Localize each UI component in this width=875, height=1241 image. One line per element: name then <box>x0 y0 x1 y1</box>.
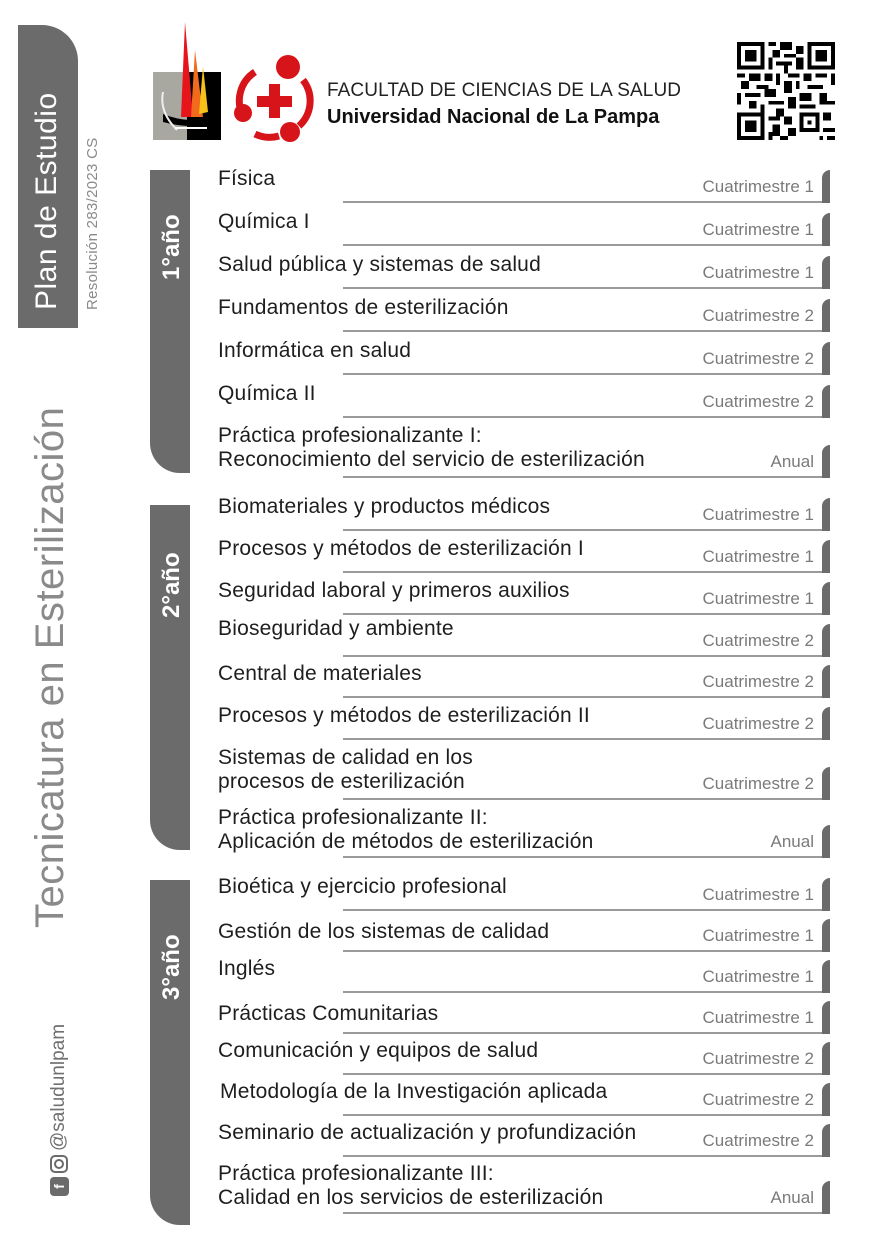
subject-term: Cuatrimestre 1 <box>702 1008 814 1027</box>
row-tab <box>822 707 830 740</box>
subject-name: Prácticas Comunitarias <box>218 1002 439 1025</box>
qr-code-icon[interactable] <box>737 42 835 140</box>
subject-row <box>218 999 830 1034</box>
subject-term: Cuatrimestre 1 <box>702 967 814 986</box>
subject-row <box>218 297 830 332</box>
row-divider <box>343 613 830 615</box>
resolution-label: Resolución 283/2023 CS <box>84 137 101 310</box>
row-tab <box>822 256 830 289</box>
row-tab <box>822 665 830 698</box>
row-divider <box>343 738 830 740</box>
instagram-icon[interactable] <box>50 1155 68 1173</box>
row-tab <box>822 1001 830 1034</box>
row-divider <box>343 655 830 657</box>
subject-term: Cuatrimestre 1 <box>702 885 814 904</box>
row-tab <box>822 919 830 952</box>
subject-name: Informática en salud <box>218 339 412 362</box>
row-divider <box>343 416 830 418</box>
year-3-bar <box>150 880 190 1225</box>
row-divider <box>343 287 830 289</box>
year-2-label: 2°año <box>158 552 185 618</box>
subject-row <box>218 1040 830 1075</box>
subject-term: Cuatrimestre 2 <box>702 774 814 793</box>
subject-term: Cuatrimestre 2 <box>702 631 814 650</box>
subject-term: Cuatrimestre 2 <box>702 1090 814 1109</box>
subject-row <box>218 168 830 203</box>
subject-term: Cuatrimestre 1 <box>702 263 814 282</box>
row-divider <box>343 1032 830 1034</box>
subject-name: Inglés <box>218 957 276 980</box>
subject-row <box>218 663 830 698</box>
subject-name: Física <box>218 167 276 190</box>
subject-name: Fundamentos de esterilización <box>218 296 509 319</box>
subject-name: Sistemas de calidad en los procesos de esterilización <box>218 746 474 793</box>
row-divider <box>343 696 830 698</box>
row-divider <box>343 1212 830 1214</box>
subject-row <box>218 705 830 740</box>
subject-row <box>218 538 830 573</box>
row-tab <box>822 1181 830 1214</box>
subject-term: Cuatrimestre 2 <box>702 714 814 733</box>
subject-name: Química II <box>218 382 316 405</box>
row-divider <box>343 856 830 858</box>
subject-term: Cuatrimestre 2 <box>702 349 814 368</box>
year-1-label: 1°año <box>158 214 185 280</box>
subject-name: Práctica profesionalizante III: Calidad en los servicios de esterilización <box>218 1162 604 1209</box>
subject-name: Metodología de la Investigación aplicada <box>220 1080 608 1103</box>
subject-term: Cuatrimestre 2 <box>702 1131 814 1150</box>
row-divider <box>343 244 830 246</box>
subject-row <box>218 617 830 657</box>
subject-term: Cuatrimestre 2 <box>702 1049 814 1068</box>
subject-name: Bioseguridad y ambiente <box>218 617 454 640</box>
year-3-label: 3°año <box>158 934 185 1000</box>
row-tab <box>822 1083 830 1116</box>
unlpam-torch-logo-icon <box>153 22 221 140</box>
row-tab <box>822 1124 830 1157</box>
subject-row <box>218 917 830 952</box>
subject-term: Cuatrimestre 2 <box>702 392 814 411</box>
subject-term: Cuatrimestre 1 <box>702 547 814 566</box>
subject-name: Procesos y métodos de esterilización II <box>218 704 590 727</box>
health-faculty-logo-icon <box>233 54 317 144</box>
subject-term: Cuatrimestre 1 <box>702 589 814 608</box>
subject-term: Cuatrimestre 1 <box>702 220 814 239</box>
row-tab <box>822 767 830 800</box>
subject-row <box>218 742 830 800</box>
subject-row <box>218 1122 830 1157</box>
subject-name: Bioética y ejercicio profesional <box>218 875 507 898</box>
row-tab <box>822 170 830 203</box>
subject-row <box>218 254 830 289</box>
row-tab <box>822 825 830 858</box>
plan-title: Plan de Estudio <box>30 92 63 310</box>
career-title: Tecnicatura en Esterilización <box>28 406 72 928</box>
row-divider <box>343 991 830 993</box>
row-tab <box>822 385 830 418</box>
subject-name: Salud pública y sistemas de salud <box>218 253 541 276</box>
faculty-name: FACULTAD DE CIENCIAS DE LA SALUD <box>327 80 682 101</box>
social-handle[interactable]: @saludunlpam <box>48 1023 69 1151</box>
subject-name: Práctica profesionalizante II: Aplicación de métodos de esterilización <box>218 806 594 853</box>
row-tab <box>822 299 830 332</box>
subject-term: Anual <box>770 1188 814 1207</box>
subject-name: Química I <box>218 210 310 233</box>
subject-row <box>218 211 830 246</box>
row-tab <box>822 540 830 573</box>
row-tab <box>822 624 830 657</box>
row-tab <box>822 213 830 246</box>
row-divider <box>343 201 830 203</box>
facebook-icon[interactable]: f <box>50 1177 69 1196</box>
social-handle-block[interactable] <box>48 1024 70 1196</box>
subject-row <box>218 420 830 478</box>
subject-term: Anual <box>770 832 814 851</box>
subject-term: Cuatrimestre 2 <box>702 306 814 325</box>
subject-name: Seguridad laboral y primeros auxilios <box>218 579 570 602</box>
subject-row <box>218 340 830 375</box>
subject-term: Cuatrimestre 2 <box>702 672 814 691</box>
subject-term: Cuatrimestre 1 <box>702 177 814 196</box>
subject-term: Cuatrimestre 1 <box>702 926 814 945</box>
row-tab <box>822 878 830 911</box>
row-tab <box>822 960 830 993</box>
subject-row <box>218 958 830 993</box>
subject-name: Seminario de actualización y profundización <box>218 1121 637 1144</box>
subject-name: Comunicación y equipos de salud <box>218 1039 539 1062</box>
row-divider <box>343 950 830 952</box>
university-name: Universidad Nacional de La Pampa <box>327 106 660 128</box>
subject-term: Anual <box>770 452 814 471</box>
subject-row <box>218 580 830 615</box>
subject-term: Cuatrimestre 1 <box>702 505 814 524</box>
row-divider <box>343 909 830 911</box>
subject-name: Práctica profesionalizante I: Reconocimiento del servicio de esterilización <box>218 424 645 471</box>
row-tab <box>822 1042 830 1075</box>
row-tab <box>822 498 830 531</box>
row-tab <box>822 342 830 375</box>
subject-name: Biomateriales y productos médicos <box>218 495 551 518</box>
subject-row <box>218 800 830 858</box>
row-divider <box>343 529 830 531</box>
row-divider <box>343 330 830 332</box>
subject-row <box>218 1156 830 1214</box>
subject-name: Central de materiales <box>218 662 422 685</box>
subject-name: Gestión de los sistemas de calidad <box>218 920 550 943</box>
subject-name: Procesos y métodos de esterilización I <box>218 537 584 560</box>
row-divider <box>343 1073 830 1075</box>
row-tab <box>822 582 830 615</box>
row-tab <box>822 445 830 478</box>
subject-row <box>218 876 830 911</box>
subject-row <box>218 1081 830 1116</box>
row-divider <box>343 373 830 375</box>
subject-row <box>218 496 830 531</box>
row-divider <box>343 476 830 478</box>
row-divider <box>343 571 830 573</box>
row-divider <box>343 1114 830 1116</box>
subject-row <box>218 383 830 418</box>
